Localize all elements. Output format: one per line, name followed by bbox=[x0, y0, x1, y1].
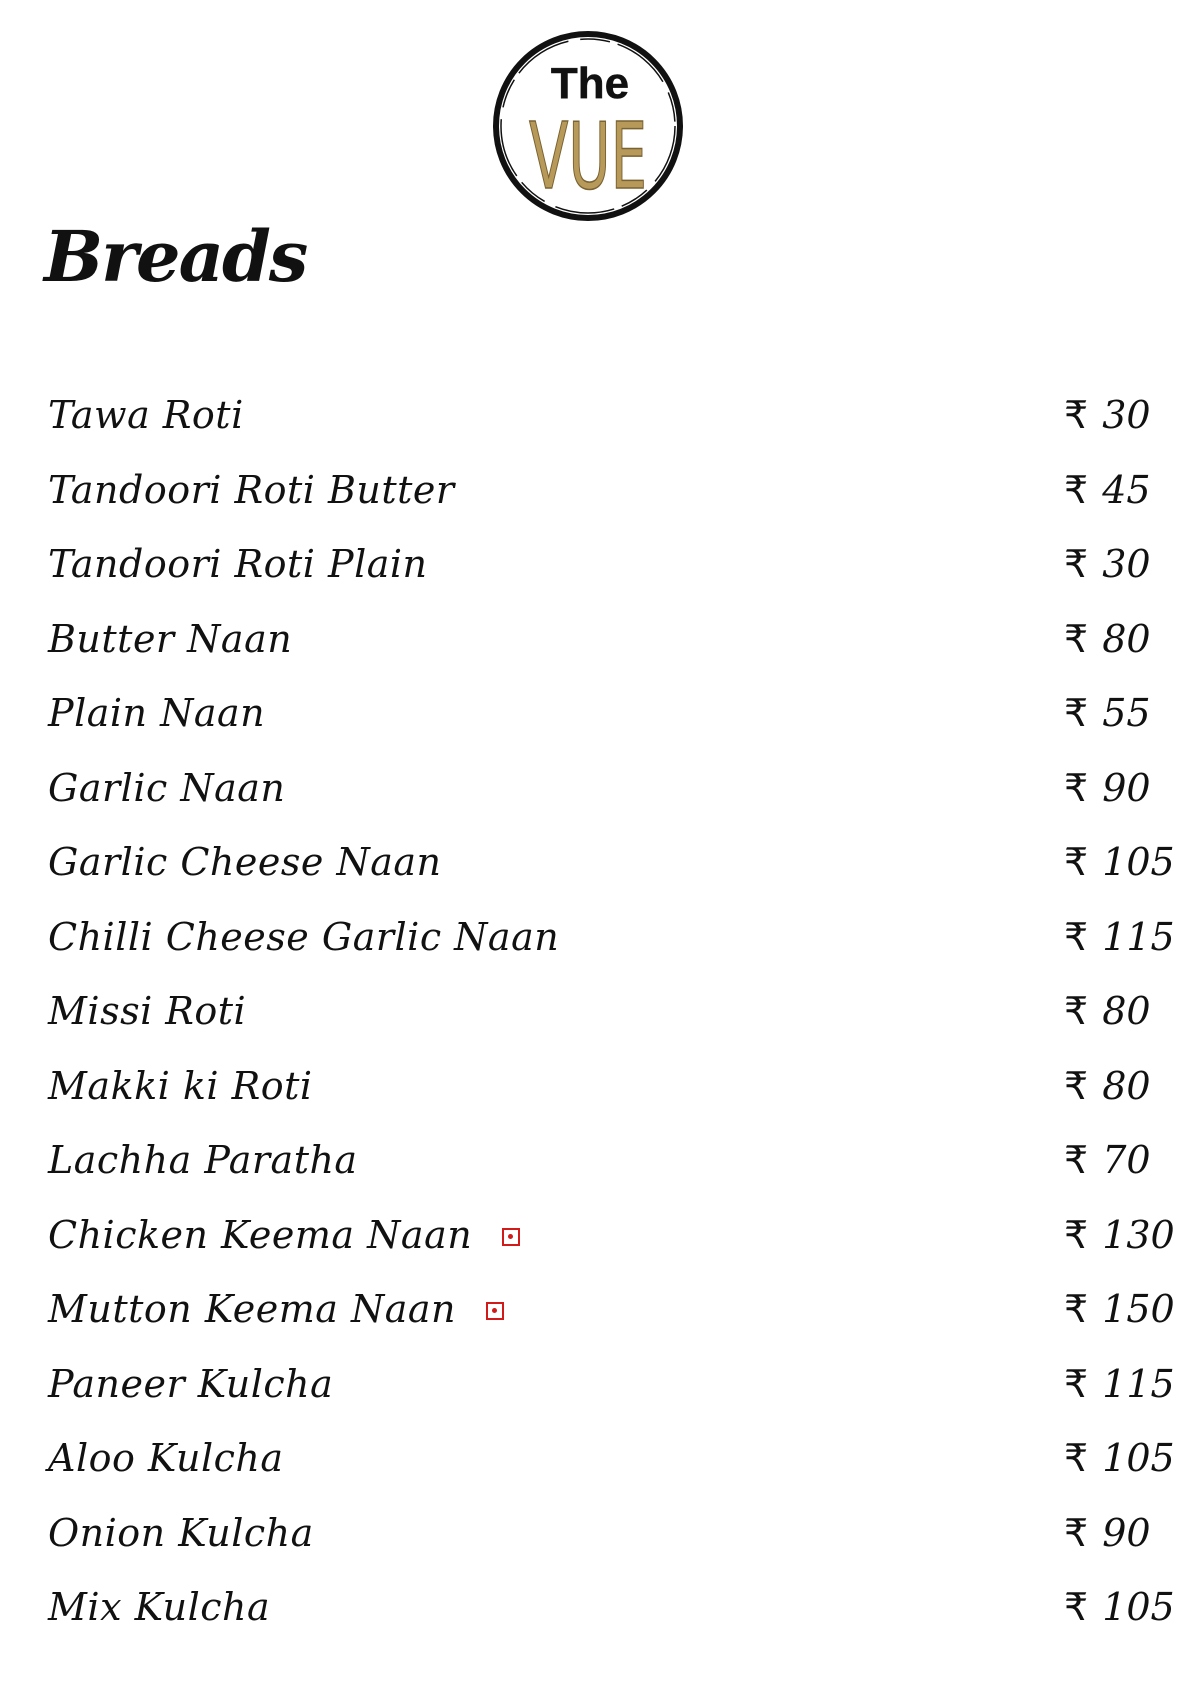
item-name-text: Mutton Keema Naan bbox=[48, 1287, 457, 1331]
item-name-text: Butter Naan bbox=[48, 616, 293, 661]
price-value: 130 bbox=[1102, 1212, 1175, 1257]
item-name bbox=[48, 467, 455, 513]
item-price bbox=[1064, 988, 1151, 1034]
item-price bbox=[1064, 914, 1175, 960]
rupee-icon: ₹ bbox=[1064, 542, 1089, 586]
price-value: 115 bbox=[1102, 914, 1175, 959]
item-name bbox=[48, 839, 441, 885]
price-value: 105 bbox=[1102, 1585, 1175, 1629]
nonveg-icon bbox=[486, 1302, 504, 1320]
item-name-text: Makki ki Roti bbox=[48, 1063, 313, 1108]
item-price bbox=[1064, 1584, 1175, 1630]
rupee-icon: ₹ bbox=[1064, 1063, 1089, 1108]
price-value: 30 bbox=[1102, 393, 1151, 437]
rupee-icon: ₹ bbox=[1064, 1510, 1089, 1555]
item-name bbox=[48, 1063, 313, 1109]
nonveg-icon bbox=[502, 1228, 520, 1246]
item-name-text: Tawa Roti bbox=[48, 393, 244, 437]
item-name bbox=[48, 616, 292, 662]
price-value: 105 bbox=[1102, 840, 1175, 884]
rupee-icon: ₹ bbox=[1064, 393, 1089, 437]
menu-item bbox=[48, 1435, 1175, 1510]
rupee-icon: ₹ bbox=[1064, 691, 1089, 735]
menu-item bbox=[48, 988, 1160, 1063]
menu-item bbox=[48, 690, 1160, 765]
item-name-text: Missi Roti bbox=[48, 989, 247, 1033]
price-value: 80 bbox=[1102, 616, 1151, 661]
rupee-icon: ₹ bbox=[1064, 616, 1089, 661]
rupee-icon: ₹ bbox=[1064, 914, 1089, 959]
item-name bbox=[48, 1584, 270, 1630]
rupee-icon: ₹ bbox=[1064, 1287, 1089, 1331]
menu-item bbox=[48, 467, 1160, 542]
section-title: Breads bbox=[44, 215, 307, 298]
item-name bbox=[48, 1510, 314, 1556]
item-name-text: Garlic Cheese Naan bbox=[48, 840, 442, 884]
item-price bbox=[1064, 616, 1151, 662]
item-name-text: Chilli Cheese Garlic Naan bbox=[48, 914, 560, 959]
menu-item bbox=[48, 1286, 1175, 1361]
item-name-text: Garlic Naan bbox=[48, 765, 286, 810]
price-value: 55 bbox=[1102, 691, 1151, 735]
item-price bbox=[1064, 839, 1175, 885]
menu-item bbox=[48, 839, 1175, 914]
item-name bbox=[48, 1286, 504, 1332]
item-name-text: Plain Naan bbox=[48, 691, 266, 735]
item-name bbox=[48, 1137, 358, 1183]
menu-item bbox=[48, 765, 1160, 840]
logo-emblem bbox=[488, 26, 688, 226]
menu-item bbox=[48, 1212, 1175, 1287]
price-value: 150 bbox=[1102, 1287, 1175, 1331]
rupee-icon: ₹ bbox=[1064, 1361, 1089, 1406]
logo-text-the: The bbox=[550, 59, 630, 108]
price-value: 90 bbox=[1102, 1510, 1151, 1555]
rupee-icon: ₹ bbox=[1064, 840, 1089, 884]
item-price bbox=[1064, 1286, 1175, 1332]
item-name bbox=[48, 765, 285, 811]
rupee-icon: ₹ bbox=[1064, 765, 1089, 810]
price-value: 80 bbox=[1102, 989, 1151, 1033]
item-price bbox=[1064, 467, 1151, 513]
menu-item bbox=[48, 616, 1160, 691]
item-name bbox=[48, 1435, 284, 1481]
price-value: 105 bbox=[1102, 1436, 1175, 1480]
item-name-text: Aloo Kulcha bbox=[48, 1436, 284, 1480]
rupee-icon: ₹ bbox=[1064, 1212, 1089, 1257]
item-name-text: Lachha Paratha bbox=[48, 1138, 358, 1182]
item-name-text: Onion Kulcha bbox=[48, 1510, 314, 1555]
item-name bbox=[48, 690, 265, 736]
rupee-icon: ₹ bbox=[1064, 1436, 1089, 1480]
menu-item bbox=[48, 1584, 1175, 1659]
item-price bbox=[1064, 541, 1151, 587]
menu-item bbox=[48, 541, 1160, 616]
price-value: 115 bbox=[1102, 1361, 1175, 1406]
rupee-icon: ₹ bbox=[1064, 1585, 1089, 1629]
price-value: 70 bbox=[1102, 1138, 1151, 1182]
item-price bbox=[1064, 765, 1151, 811]
item-name bbox=[48, 1212, 520, 1258]
item-name bbox=[48, 392, 244, 438]
menu-item bbox=[48, 1361, 1175, 1436]
item-name-text: Mix Kulcha bbox=[48, 1585, 271, 1629]
price-value: 45 bbox=[1102, 467, 1151, 512]
menu-list bbox=[48, 392, 1175, 1659]
item-name bbox=[48, 914, 559, 960]
rupee-icon: ₹ bbox=[1064, 1138, 1089, 1182]
item-name-text: Chicken Keema Naan bbox=[48, 1212, 473, 1257]
item-name-text: Tandoori Roti Plain bbox=[48, 542, 428, 586]
item-price bbox=[1064, 1510, 1151, 1556]
rupee-icon: ₹ bbox=[1064, 989, 1089, 1033]
item-price bbox=[1064, 1361, 1175, 1407]
price-value: 30 bbox=[1102, 542, 1151, 586]
item-name-text: Tandoori Roti Butter bbox=[48, 467, 455, 512]
menu-item bbox=[48, 392, 1160, 467]
price-value: 90 bbox=[1102, 765, 1151, 810]
item-name bbox=[48, 541, 428, 587]
item-price bbox=[1064, 1137, 1151, 1183]
price-value: 80 bbox=[1102, 1063, 1151, 1108]
rupee-icon: ₹ bbox=[1064, 467, 1089, 512]
item-price bbox=[1064, 392, 1151, 438]
menu-item bbox=[48, 1063, 1160, 1138]
item-name bbox=[48, 1361, 333, 1407]
item-price bbox=[1064, 1063, 1151, 1109]
item-name-text: Paneer Kulcha bbox=[48, 1361, 334, 1406]
item-price bbox=[1064, 690, 1151, 736]
logo-text-vue: VUE bbox=[529, 103, 647, 210]
brand-logo bbox=[488, 26, 688, 226]
menu-item bbox=[48, 1510, 1160, 1585]
menu-item bbox=[48, 914, 1175, 989]
menu-item bbox=[48, 1137, 1160, 1212]
item-name bbox=[48, 988, 246, 1034]
item-price bbox=[1064, 1212, 1175, 1258]
item-price bbox=[1064, 1435, 1175, 1481]
